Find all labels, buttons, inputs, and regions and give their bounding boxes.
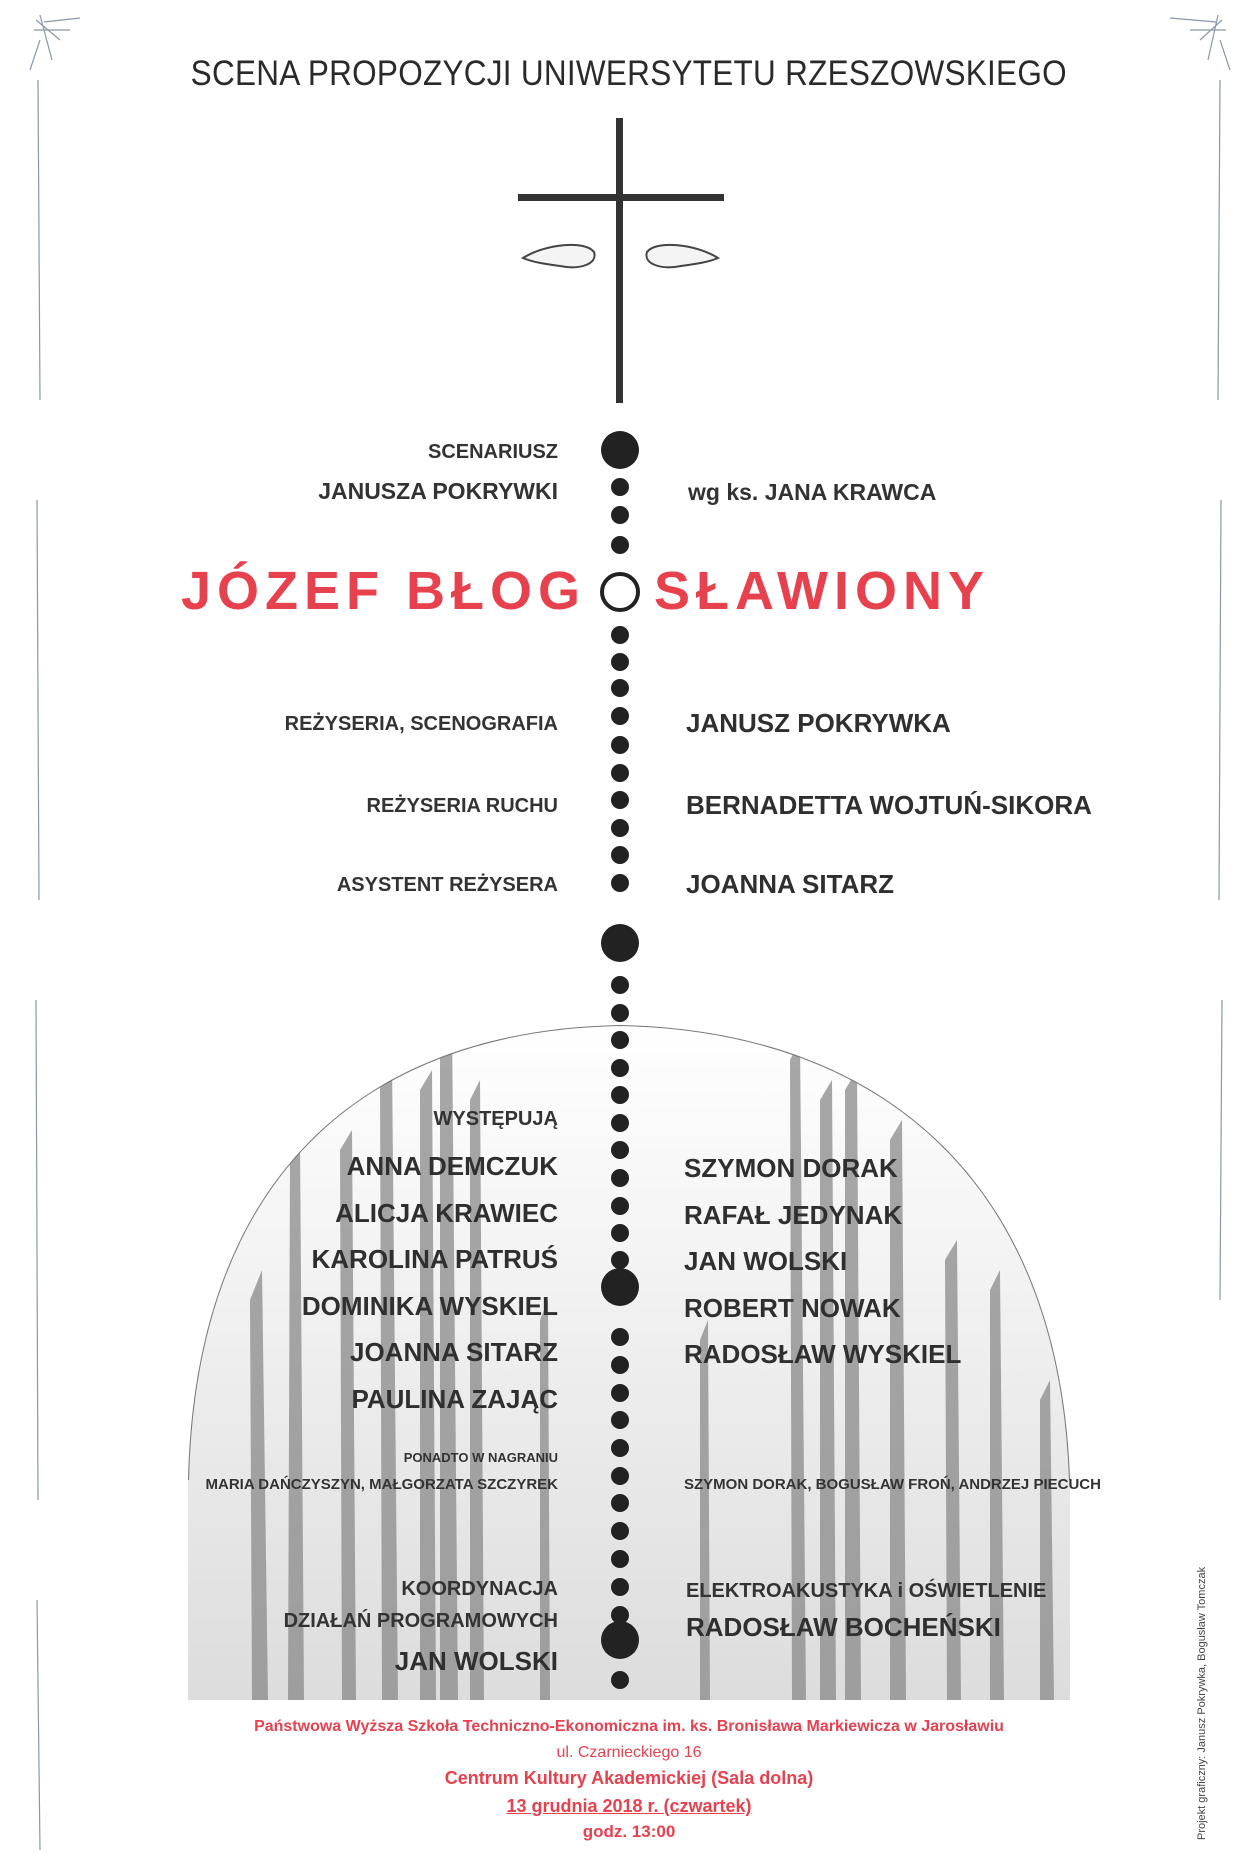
recording-right: SZYMON DORAK, BOGUSŁAW FROŃ, ANDRZEJ PIECUCH — [684, 1476, 1101, 1493]
coordination-name: JAN WOLSKI — [394, 1646, 558, 1676]
scenariusz-label: SCENARIUSZ — [427, 441, 558, 463]
large-dot — [601, 1621, 639, 1659]
small-dot — [611, 1606, 629, 1624]
recording-left: MARIA DAŃCZYSZYN, MAŁGORZATA SZCZYREK — [205, 1476, 558, 1493]
credit-role-3: ASYSTENT REŻYSERA — [336, 874, 558, 896]
credit-name-1: JANUSZ POKRYWKA — [686, 708, 951, 738]
cast-label: WYSTĘPUJĄ — [433, 1108, 558, 1130]
footer-time: godz. 13:00 — [582, 1822, 676, 1841]
sound-name: RADOSŁAW BOCHEŃSKI — [686, 1612, 1001, 1642]
cast-right-5: RADOSŁAW WYSKIEL — [684, 1339, 962, 1369]
cast-left-5: JOANNA SITARZ — [350, 1337, 558, 1367]
small-dot — [611, 679, 629, 697]
cast-left-1: ANNA DEMCZUK — [346, 1151, 558, 1181]
credit-name-2: BERNADETTA WOJTUŃ-SIKORA — [686, 790, 1092, 820]
small-dot — [611, 976, 629, 994]
graphic-credit: Projekt graficzny: Janusz Pokrywka, Bogusław Tomczak — [1196, 1566, 1208, 1840]
cast-right-4: ROBERT NOWAK — [684, 1293, 901, 1323]
scenariusz-author: JANUSZA POKRYWKI — [318, 478, 558, 504]
small-dot — [611, 1031, 629, 1049]
cast-right-2: RAFAŁ JEDYNAK — [684, 1200, 903, 1230]
small-dot — [611, 1522, 629, 1540]
small-dot — [611, 626, 629, 644]
small-dot — [611, 1578, 629, 1596]
footer-address: ul. Czarnieckiego 16 — [556, 1744, 702, 1761]
cast-left-2: ALICJA KRAWIEC — [335, 1198, 558, 1228]
small-dot — [611, 1141, 629, 1159]
title-ring-letter — [600, 572, 640, 612]
small-dot — [611, 536, 629, 554]
small-dot — [611, 874, 629, 892]
cast-left-4: DOMINIKA WYSKIEL — [301, 1291, 558, 1321]
cast-left-6: PAULINA ZAJĄC — [351, 1384, 558, 1414]
small-dot — [611, 1328, 629, 1346]
cast-right-3: JAN WOLSKI — [684, 1246, 848, 1276]
large-dot — [601, 431, 639, 469]
small-dot — [611, 1169, 629, 1187]
small-dot — [611, 1004, 629, 1022]
small-dot — [611, 1114, 629, 1132]
sound-label: ELEKTROAKUSTYKA i OŚWIETLENIE — [686, 1580, 1047, 1602]
small-dot — [611, 653, 629, 671]
scenariusz-source: wg ks. JANA KRAWCA — [688, 479, 937, 505]
title-left: JÓZEF BŁOG — [180, 561, 586, 621]
title-right: SŁAWIONY — [654, 561, 991, 621]
coordination-line2: DZIAŁAŃ PROGRAMOWYCH — [283, 1610, 558, 1632]
page-header: SCENA PROPOZYCJI UNIWERSYTETU RZESZOWSKIEGO — [190, 54, 1068, 93]
large-dot — [601, 1268, 639, 1306]
cast-left-3: KAROLINA PATRUŚ — [311, 1244, 558, 1274]
large-dot — [601, 924, 639, 962]
small-dot — [611, 506, 629, 524]
footer-venue: Centrum Kultury Akademickiej (Sala dolna) — [444, 1768, 814, 1788]
credit-role-1: REŻYSERIA, SCENOGRAFIA — [284, 713, 558, 735]
cast-right-1: SZYMON DORAK — [684, 1153, 898, 1183]
credit-role-2: REŻYSERIA RUCHU — [366, 795, 558, 817]
small-dot — [611, 1197, 629, 1215]
small-dot — [611, 1251, 629, 1269]
small-dot — [611, 764, 629, 782]
small-dot — [611, 1059, 629, 1077]
small-dot — [611, 1671, 629, 1689]
coordination-line1: KOORDYNACJA — [401, 1578, 558, 1600]
small-dot — [611, 1550, 629, 1568]
small-dot — [611, 846, 629, 864]
small-dot — [611, 791, 629, 809]
small-dot — [611, 1384, 629, 1402]
small-dot — [611, 1439, 629, 1457]
small-dot — [611, 1356, 629, 1374]
small-dot — [611, 1224, 629, 1242]
small-dot — [611, 1086, 629, 1104]
footer-date: 13 grudnia 2018 r. (czwartek) — [506, 1796, 752, 1816]
small-dot — [611, 1411, 629, 1429]
small-dot — [611, 707, 629, 725]
small-dot — [611, 819, 629, 837]
small-dot — [611, 736, 629, 754]
small-dot — [611, 1494, 629, 1512]
recording-label: PONADTO W NAGRANIU — [403, 1450, 558, 1465]
footer-school: Państwowa Wyższa Szkoła Techniczno-Ekonomiczna im. ks. Bronisława Markiewicza w Jarosławiu — [254, 1718, 1004, 1735]
small-dot — [611, 1467, 629, 1485]
credit-name-3: JOANNA SITARZ — [686, 869, 894, 899]
small-dot — [611, 478, 629, 496]
